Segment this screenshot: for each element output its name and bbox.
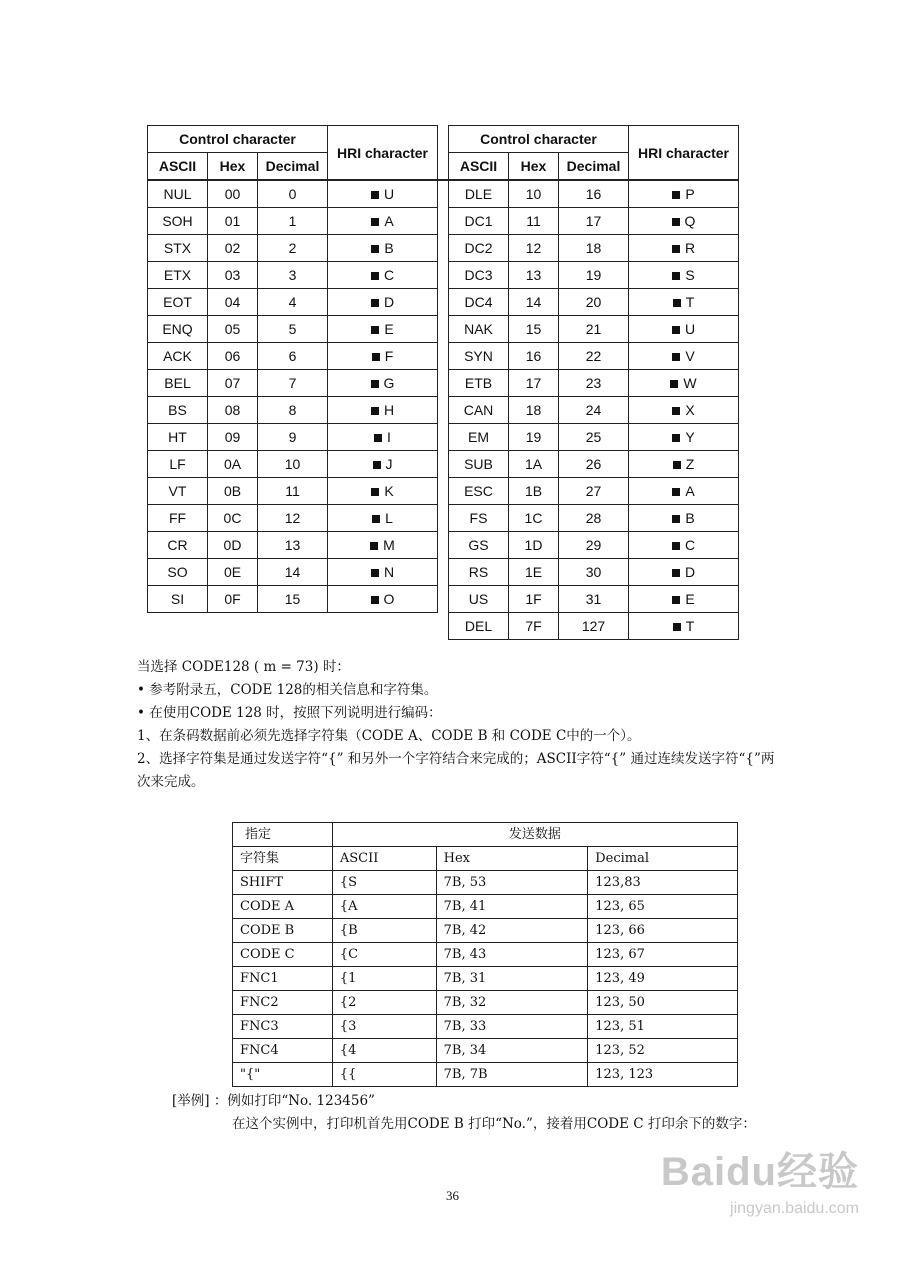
hex-cell: 14 [509, 289, 559, 316]
example-section [172, 1090, 782, 1136]
code128-description [137, 656, 777, 794]
decimal-cell: 7 [258, 370, 328, 397]
decimal-cell: 10 [258, 451, 328, 478]
ascii-cell: DC2 [449, 235, 509, 262]
hex-cell: 03 [208, 262, 258, 289]
baidu-jingyan-watermark [661, 1148, 859, 1218]
page-number: 36 [446, 1188, 459, 1203]
rule-2: 2、选择字符集是通过发送字符“{” 和另外一个字符结合来完成的；ASCII字符“{” 通过连续发送字符“{”两次来完成。 [137, 751, 775, 790]
decimal-cell: 127 [559, 613, 629, 640]
hex-cell: 1F [509, 586, 559, 613]
hex-cell: 0B [208, 478, 258, 505]
decimal-cell: 20 [559, 289, 629, 316]
ascii-cell: STX [148, 235, 208, 262]
charset-cell: "{" [233, 1063, 333, 1087]
table-row [233, 871, 738, 895]
hri-cell [629, 370, 739, 397]
hri-letter: Y [685, 429, 695, 445]
hri-cell [328, 505, 438, 532]
ascii-cell: DLE [449, 180, 509, 208]
hri-letter: Z [685, 456, 695, 472]
col-decimal: Decimal [588, 847, 738, 871]
hri-letter: K [384, 483, 394, 499]
table-row [233, 919, 738, 943]
decimal-cell: 0 [258, 180, 328, 208]
decimal-cell: 16 [559, 180, 629, 208]
hex-cell: 7B, 53 [436, 871, 588, 895]
ascii-cell: DEL [449, 613, 509, 640]
col-decimal-right: Decimal [559, 153, 629, 181]
black-square-icon [371, 326, 379, 334]
hex-cell: 7B, 7B [436, 1063, 588, 1087]
hri-cell [328, 235, 438, 262]
charset-cell: FNC4 [233, 1039, 333, 1063]
decimal-cell: 25 [559, 424, 629, 451]
black-square-icon [672, 434, 680, 442]
ascii-cell: DC3 [449, 262, 509, 289]
hex-cell: 15 [509, 316, 559, 343]
decimal-cell: 13 [258, 532, 328, 559]
table-row [233, 1063, 738, 1087]
hri-letter: D [684, 564, 696, 580]
hex-cell: 7B, 31 [436, 967, 588, 991]
hex-cell: 17 [509, 370, 559, 397]
hri-cell [629, 180, 739, 208]
ascii-cell: SI [148, 586, 208, 613]
ascii-cell: {C [332, 943, 436, 967]
ascii-cell: EOT [148, 289, 208, 316]
table-row [148, 208, 739, 235]
black-square-icon [672, 569, 680, 577]
table-row [148, 559, 739, 586]
hri-letter: V [685, 348, 695, 364]
ascii-cell: {S [332, 871, 436, 895]
hri-letter: M [383, 537, 395, 553]
hri-cell [328, 262, 438, 289]
charset-cell: CODE A [233, 895, 333, 919]
hri-letter: A [685, 483, 695, 499]
hex-cell: 0E [208, 559, 258, 586]
hex-cell: 1C [509, 505, 559, 532]
decimal-cell: 5 [258, 316, 328, 343]
hri-cell [629, 478, 739, 505]
hri-cell [629, 262, 739, 289]
black-square-icon [371, 407, 379, 415]
black-square-icon [371, 488, 379, 496]
hex-cell: 13 [509, 262, 559, 289]
hex-cell: 19 [509, 424, 559, 451]
hex-cell: 7B, 41 [436, 895, 588, 919]
code-table-body [233, 871, 738, 1087]
ascii-cell: FS [449, 505, 509, 532]
hex-cell: 7B, 33 [436, 1015, 588, 1039]
decimal-cell: 15 [258, 586, 328, 613]
black-square-icon [673, 299, 681, 307]
decimal-cell: 1 [258, 208, 328, 235]
decimal-cell: 8 [258, 397, 328, 424]
black-square-icon [672, 326, 680, 334]
hri-letter: W [683, 375, 697, 391]
black-square-icon [673, 623, 681, 631]
hri-cell [629, 343, 739, 370]
decimal-cell: 29 [559, 532, 629, 559]
hri-cell [328, 478, 438, 505]
hex-cell: 7F [509, 613, 559, 640]
ascii-cell: EM [449, 424, 509, 451]
hri-letter: B [685, 510, 695, 526]
decimal-cell: 28 [559, 505, 629, 532]
ascii-cell: {A [332, 895, 436, 919]
hri-letter: E [384, 321, 394, 337]
header-charset: 字符集 [233, 847, 333, 871]
hri-cell [328, 559, 438, 586]
hri-letter: C [684, 537, 696, 553]
black-square-icon [672, 488, 680, 496]
ascii-cell: LF [148, 451, 208, 478]
table-row [233, 991, 738, 1015]
col-ascii-right: ASCII [449, 153, 509, 181]
col-ascii-left: ASCII [148, 153, 208, 181]
hri-letter: T [685, 294, 695, 310]
ascii-cell: SUB [449, 451, 509, 478]
col-hex-left: Hex [208, 153, 258, 181]
table-row [233, 1039, 738, 1063]
black-square-icon [672, 272, 680, 280]
hex-cell: 09 [208, 424, 258, 451]
black-square-icon [672, 407, 680, 415]
black-square-icon [372, 515, 380, 523]
col-hex-right: Hex [509, 153, 559, 181]
table-row [148, 180, 739, 208]
black-square-icon [371, 380, 379, 388]
ascii-cell: {{ [332, 1063, 436, 1087]
hri-letter: I [387, 429, 391, 445]
hex-cell: 1E [509, 559, 559, 586]
control-character-header-left: Control character [148, 126, 328, 153]
hri-letter: X [685, 402, 695, 418]
ascii-cell: ENQ [148, 316, 208, 343]
hri-cell [328, 451, 438, 478]
col-decimal-left: Decimal [258, 153, 328, 181]
watermark-url: jingyan.baidu.com [730, 1200, 859, 1217]
hri-cell [328, 289, 438, 316]
table-row [233, 967, 738, 991]
hri-cell [629, 289, 739, 316]
hex-cell: 00 [208, 180, 258, 208]
ascii-cell: BEL [148, 370, 208, 397]
charset-cell: FNC2 [233, 991, 333, 1015]
decimal-cell: 19 [559, 262, 629, 289]
col-hex: Hex [436, 847, 588, 871]
decimal-cell: 24 [559, 397, 629, 424]
decimal-cell: 17 [559, 208, 629, 235]
bullet-encoding: • 在使用CODE 128 时，按照下列说明进行编码： [137, 705, 442, 721]
black-square-icon [673, 461, 681, 469]
charset-cell: FNC3 [233, 1015, 333, 1039]
code128-charset-table [232, 822, 738, 1087]
header-specify: 指定 [233, 823, 333, 847]
hri-letter: J [385, 456, 393, 472]
decimal-cell: 123, 52 [588, 1039, 738, 1063]
hri-letter: Q [684, 213, 696, 229]
ascii-cell: ETB [449, 370, 509, 397]
decimal-cell: 6 [258, 343, 328, 370]
hex-cell: 1A [509, 451, 559, 478]
hri-letter: C [383, 267, 395, 283]
hri-letter: U [684, 321, 696, 337]
ascii-cell: RS [449, 559, 509, 586]
table-row [233, 895, 738, 919]
hex-cell: 7B, 42 [436, 919, 588, 943]
decimal-cell: 123, 51 [588, 1015, 738, 1039]
hri-cell [629, 235, 739, 262]
hri-cell [328, 424, 438, 451]
hri-letter: S [685, 267, 695, 283]
table-row [233, 943, 738, 967]
hri-cell [328, 532, 438, 559]
table-row [148, 613, 739, 640]
example-title: [举例] ：例如打印“No. 123456” [172, 1093, 375, 1109]
decimal-cell: 123, 65 [588, 895, 738, 919]
ascii-cell: SYN [449, 343, 509, 370]
hex-cell: 16 [509, 343, 559, 370]
ascii-cell: SO [148, 559, 208, 586]
decimal-cell: 30 [559, 559, 629, 586]
hri-cell [629, 397, 739, 424]
hex-cell: 07 [208, 370, 258, 397]
hri-cell [629, 505, 739, 532]
hri-character-header-left: HRI character [328, 126, 438, 181]
ascii-cell: ESC [449, 478, 509, 505]
ascii-cell: {3 [332, 1015, 436, 1039]
charset-cell: CODE C [233, 943, 333, 967]
hex-cell: 12 [509, 235, 559, 262]
hex-cell: 06 [208, 343, 258, 370]
col-ascii: ASCII [332, 847, 436, 871]
ascii-cell: ETX [148, 262, 208, 289]
decimal-cell: 26 [559, 451, 629, 478]
hri-cell [629, 316, 739, 343]
hri-letter: H [383, 402, 395, 418]
bullet-appendix: • 参考附录五，CODE 128的相关信息和字符集。 [137, 682, 438, 698]
hri-cell [629, 586, 739, 613]
decimal-cell: 22 [559, 343, 629, 370]
decimal-cell: 27 [559, 478, 629, 505]
decimal-cell: 123,83 [588, 871, 738, 895]
hri-cell [629, 451, 739, 478]
black-square-icon [371, 569, 379, 577]
decimal-cell: 21 [559, 316, 629, 343]
decimal-cell: 23 [559, 370, 629, 397]
black-square-icon [371, 596, 379, 604]
hex-cell: 10 [509, 180, 559, 208]
black-square-icon [374, 434, 382, 442]
black-square-icon [371, 245, 379, 253]
hex-cell: 0A [208, 451, 258, 478]
black-square-icon [371, 191, 379, 199]
table-row [148, 316, 739, 343]
hri-cell [629, 532, 739, 559]
hri-character-header-right: HRI character [629, 126, 739, 181]
decimal-cell: 123, 49 [588, 967, 738, 991]
control-character-table [147, 125, 739, 640]
black-square-icon [672, 191, 680, 199]
hex-cell: 18 [509, 397, 559, 424]
black-square-icon [672, 353, 680, 361]
table-row [148, 343, 739, 370]
ascii-cell: ACK [148, 343, 208, 370]
hri-cell [328, 370, 438, 397]
hri-letter: G [383, 375, 395, 391]
ascii-cell: NAK [449, 316, 509, 343]
decimal-cell: 123, 67 [588, 943, 738, 967]
table-row [148, 505, 739, 532]
hri-letter: N [383, 564, 395, 580]
hex-cell: 7B, 34 [436, 1039, 588, 1063]
hri-cell [629, 208, 739, 235]
control-character-header-right: Control character [449, 126, 629, 153]
table-row [233, 1015, 738, 1039]
hri-cell [629, 559, 739, 586]
ascii-cell: DC4 [449, 289, 509, 316]
ascii-cell: DC1 [449, 208, 509, 235]
decimal-cell: 11 [258, 478, 328, 505]
ascii-cell: {4 [332, 1039, 436, 1063]
black-square-icon [370, 542, 378, 550]
black-square-icon [371, 218, 379, 226]
ascii-cell: VT [148, 478, 208, 505]
hri-letter: R [684, 240, 696, 256]
ascii-cell: FF [148, 505, 208, 532]
decimal-cell: 3 [258, 262, 328, 289]
hri-letter: O [383, 591, 395, 607]
ascii-cell: NUL [148, 180, 208, 208]
charset-cell: SHIFT [233, 871, 333, 895]
table-row [148, 262, 739, 289]
hex-cell: 0C [208, 505, 258, 532]
hex-cell: 1B [509, 478, 559, 505]
black-square-icon [672, 245, 680, 253]
hex-cell: 01 [208, 208, 258, 235]
hex-cell: 0D [208, 532, 258, 559]
hri-cell [328, 180, 438, 208]
ascii-cell: BS [148, 397, 208, 424]
black-square-icon [672, 218, 680, 226]
hex-cell: 05 [208, 316, 258, 343]
hri-letter: A [384, 213, 394, 229]
charset-cell: CODE B [233, 919, 333, 943]
hex-cell: 02 [208, 235, 258, 262]
table-row [148, 478, 739, 505]
hri-letter: L [385, 510, 393, 526]
hri-letter: U [383, 186, 395, 202]
decimal-cell: 123, 50 [588, 991, 738, 1015]
control-table-body [148, 180, 739, 640]
decimal-cell: 4 [258, 289, 328, 316]
table-row [148, 397, 739, 424]
black-square-icon [371, 272, 379, 280]
hex-cell: 7B, 43 [436, 943, 588, 967]
black-square-icon [672, 515, 680, 523]
hri-letter: B [384, 240, 394, 256]
black-square-icon [672, 542, 680, 550]
table-row [148, 235, 739, 262]
hri-letter: E [685, 591, 695, 607]
hex-cell: 11 [509, 208, 559, 235]
table-row [148, 370, 739, 397]
black-square-icon [371, 299, 379, 307]
header-send-data: 发送数据 [332, 823, 737, 847]
table-row [148, 289, 739, 316]
hri-letter: P [685, 186, 695, 202]
decimal-cell: 12 [258, 505, 328, 532]
charset-cell: FNC1 [233, 967, 333, 991]
hri-letter: F [384, 348, 394, 364]
decimal-cell: 123, 123 [588, 1063, 738, 1087]
hri-letter: D [383, 294, 395, 310]
decimal-cell: 2 [258, 235, 328, 262]
ascii-cell: GS [449, 532, 509, 559]
hri-cell [328, 208, 438, 235]
hex-cell: 04 [208, 289, 258, 316]
watermark-logo: Baidu经验 [660, 1150, 859, 1194]
decimal-cell: 9 [258, 424, 328, 451]
ascii-cell: SOH [148, 208, 208, 235]
hri-cell [328, 586, 438, 613]
hri-cell [328, 316, 438, 343]
ascii-cell: {B [332, 919, 436, 943]
table-row [148, 586, 739, 613]
black-square-icon [670, 380, 678, 388]
paragraph-code128-intro: 当选择 CODE128 ( m = 73) 时： [137, 659, 350, 675]
decimal-cell: 14 [258, 559, 328, 586]
hex-cell: 08 [208, 397, 258, 424]
table-row [148, 451, 739, 478]
hri-cell [328, 343, 438, 370]
decimal-cell: 18 [559, 235, 629, 262]
hri-letter: T [685, 618, 695, 634]
ascii-cell: CR [148, 532, 208, 559]
decimal-cell: 31 [559, 586, 629, 613]
ascii-cell: US [449, 586, 509, 613]
table-row [148, 532, 739, 559]
hri-cell [328, 397, 438, 424]
hex-cell: 1D [509, 532, 559, 559]
black-square-icon [672, 596, 680, 604]
ascii-cell: {2 [332, 991, 436, 1015]
decimal-cell: 123, 66 [588, 919, 738, 943]
black-square-icon [373, 461, 381, 469]
black-square-icon [372, 353, 380, 361]
example-description: 在这个实例中，打印机首先用CODE B 打印“No.”，接着用CODE C 打印余下的数字： [232, 1116, 756, 1132]
hex-cell: 7B, 32 [436, 991, 588, 1015]
hri-cell [629, 613, 739, 640]
rule-1: 1、在条码数据前必须先选择字符集（CODE A、CODE B 和 CODE C中的一个）。 [137, 728, 641, 744]
ascii-cell: CAN [449, 397, 509, 424]
table-row [148, 424, 739, 451]
ascii-cell: HT [148, 424, 208, 451]
ascii-cell: {1 [332, 967, 436, 991]
hex-cell: 0F [208, 586, 258, 613]
hri-cell [629, 424, 739, 451]
